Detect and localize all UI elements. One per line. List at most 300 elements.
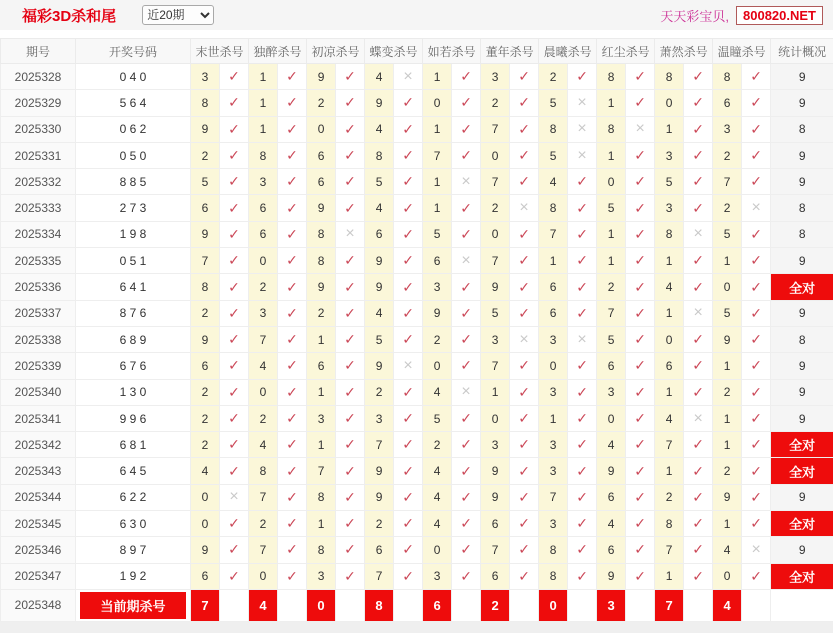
winning-numbers-cell: 1 3 0: [76, 379, 191, 405]
check-icon: ✓: [634, 331, 646, 347]
check-icon: ✓: [750, 357, 762, 373]
check-icon: ✓: [692, 147, 704, 163]
check-icon: ✓: [576, 384, 588, 400]
kill-number-cell: 8: [365, 142, 394, 168]
x-icon: ×: [577, 147, 586, 164]
check-icon: ✓: [576, 489, 588, 505]
kill-number-cell: 1: [713, 432, 742, 458]
check-icon: ✓: [518, 436, 530, 452]
kill-mark-cell: [278, 589, 307, 621]
check-icon: ✓: [228, 384, 240, 400]
kill-mark-cell: [510, 248, 539, 274]
winning-numbers-cell: 9 9 6: [76, 405, 191, 431]
kill-mark-cell: [220, 405, 249, 431]
check-icon: ✓: [286, 410, 298, 426]
check-icon: ✓: [692, 463, 704, 479]
kill-mark-cell: [220, 142, 249, 168]
check-icon: ✓: [286, 121, 298, 137]
kill-mark-cell: [510, 326, 539, 352]
site-domain-link[interactable]: 800820.NET: [736, 6, 823, 25]
kill-mark-cell: [742, 221, 771, 247]
kill-number-cell: 1: [655, 379, 684, 405]
check-icon: ✓: [286, 279, 298, 295]
stats-all-correct-badge: 全对: [771, 274, 833, 300]
kill-mark-cell: [568, 563, 597, 589]
kill-mark-cell: [452, 511, 481, 537]
col-header-stats: 统计概况: [771, 39, 833, 64]
kill-mark-cell: [452, 248, 481, 274]
col-header-numbers: 开奖号码: [76, 39, 191, 64]
kill-mark-cell: [742, 116, 771, 142]
kill-number-cell: 7: [481, 353, 510, 379]
check-icon: ✓: [576, 463, 588, 479]
kill-mark-cell: [568, 300, 597, 326]
x-icon: ×: [577, 120, 586, 137]
kill-mark-cell: [220, 64, 249, 90]
kill-mark-cell: [278, 169, 307, 195]
check-icon: ✓: [344, 541, 356, 557]
kill-number-cell: 1: [249, 90, 278, 116]
kill-number-cell: 3: [539, 511, 568, 537]
kill-mark-cell: [626, 589, 655, 621]
check-icon: ✓: [692, 94, 704, 110]
check-icon: ✓: [460, 568, 472, 584]
col-header-period: 期号: [1, 39, 76, 64]
check-icon: ✓: [634, 410, 646, 426]
kill-number-cell: 9: [481, 484, 510, 510]
kill-number-cell: 3: [713, 116, 742, 142]
check-icon: ✓: [286, 463, 298, 479]
kill-number-cell: 6: [249, 195, 278, 221]
kill-mark-cell: [336, 221, 365, 247]
check-icon: ✓: [634, 94, 646, 110]
check-icon: ✓: [692, 384, 704, 400]
spacer: [0, 30, 833, 38]
kill-number-cell: 9: [597, 563, 626, 589]
kill-number-cell: 4: [249, 432, 278, 458]
check-icon: ✓: [344, 436, 356, 452]
kill-mark-cell: [742, 379, 771, 405]
kill-number-cell: 4: [655, 405, 684, 431]
kill-mark-cell: [684, 353, 713, 379]
check-icon: ✓: [402, 541, 414, 557]
kill-number-cell: 3: [539, 432, 568, 458]
check-icon: ✓: [402, 279, 414, 295]
kill-mark-cell: [510, 484, 539, 510]
check-icon: ✓: [750, 226, 762, 242]
check-icon: ✓: [344, 384, 356, 400]
kill-number-cell: 7: [365, 432, 394, 458]
kill-mark-cell: [394, 64, 423, 90]
kill-mark-cell: [510, 379, 539, 405]
kill-mark-cell: [510, 300, 539, 326]
kill-number-cell: 3: [481, 432, 510, 458]
kill-mark-cell: [278, 221, 307, 247]
kill-mark-cell: [452, 142, 481, 168]
check-icon: ✓: [286, 357, 298, 373]
kill-number-cell: 3: [539, 379, 568, 405]
kill-number-cell: 9: [365, 353, 394, 379]
check-icon: ✓: [402, 515, 414, 531]
kill-number-cell: 1: [597, 221, 626, 247]
kill-mark-cell: [336, 432, 365, 458]
kill-number-cell: 6: [249, 221, 278, 247]
kill-number-cell: 6: [597, 353, 626, 379]
period-cell: 2025336: [1, 274, 76, 300]
kill-number-cell: 2: [713, 142, 742, 168]
current-kill-number-cell: 7: [191, 589, 220, 621]
check-icon: ✓: [576, 252, 588, 268]
kill-number-cell: 2: [365, 379, 394, 405]
check-icon: ✓: [692, 541, 704, 557]
kill-mark-cell: [336, 353, 365, 379]
table-body: [1, 64, 833, 622]
check-icon: ✓: [576, 173, 588, 189]
check-icon: ✓: [634, 226, 646, 242]
check-icon: ✓: [344, 305, 356, 321]
check-icon: ✓: [344, 252, 356, 268]
check-icon: ✓: [460, 331, 472, 347]
check-icon: ✓: [692, 515, 704, 531]
kill-mark-cell: [394, 353, 423, 379]
check-icon: ✓: [518, 410, 530, 426]
period-cell: 2025331: [1, 142, 76, 168]
check-icon: ✓: [460, 121, 472, 137]
kill-number-cell: 3: [423, 274, 452, 300]
kill-mark-cell: [336, 195, 365, 221]
kill-number-cell: 2: [191, 142, 220, 168]
check-icon: ✓: [286, 436, 298, 452]
kill-mark-cell: [220, 537, 249, 563]
check-icon: ✓: [402, 252, 414, 268]
check-icon: ✓: [692, 121, 704, 137]
table-row: [1, 458, 833, 484]
kill-number-cell: 2: [191, 405, 220, 431]
period-cell: 2025341: [1, 405, 76, 431]
kill-mark-cell: [626, 563, 655, 589]
kill-number-cell: 9: [423, 300, 452, 326]
kill-mark-cell: [452, 458, 481, 484]
kill-mark-cell: [336, 563, 365, 589]
check-icon: ✓: [402, 384, 414, 400]
check-icon: ✓: [460, 68, 472, 84]
col-header-expert-1: 独醉杀号: [249, 39, 307, 64]
kill-number-cell: 8: [597, 64, 626, 90]
kill-number-cell: 6: [365, 537, 394, 563]
kill-number-cell: 0: [423, 90, 452, 116]
check-icon: ✓: [750, 68, 762, 84]
kill-number-cell: 7: [249, 484, 278, 510]
current-label-cell: [76, 589, 191, 621]
check-icon: ✓: [692, 173, 704, 189]
winning-numbers-cell: 8 9 7: [76, 537, 191, 563]
check-icon: ✓: [518, 305, 530, 321]
kill-number-cell: 8: [655, 64, 684, 90]
kill-mark-cell: [452, 326, 481, 352]
kill-mark-cell: [220, 379, 249, 405]
check-icon: ✓: [286, 200, 298, 216]
kill-mark-cell: [626, 169, 655, 195]
period-cell: 2025344: [1, 484, 76, 510]
col-header-expert-6: 晨曦杀号: [539, 39, 597, 64]
check-icon: ✓: [634, 200, 646, 216]
check-icon: ✓: [692, 68, 704, 84]
kill-number-cell: 5: [423, 405, 452, 431]
kill-number-cell: 0: [249, 248, 278, 274]
stats-cell: 8: [771, 221, 833, 247]
check-icon: ✓: [228, 463, 240, 479]
kill-mark-cell: [278, 353, 307, 379]
kill-number-cell: 1: [713, 353, 742, 379]
kill-mark-cell: [278, 432, 307, 458]
check-icon: ✓: [286, 147, 298, 163]
kill-mark-cell: [452, 221, 481, 247]
kill-mark-cell: [220, 90, 249, 116]
kill-number-cell: 1: [481, 379, 510, 405]
kill-number-cell: 4: [249, 353, 278, 379]
kill-mark-cell: [394, 511, 423, 537]
check-icon: ✓: [518, 147, 530, 163]
check-icon: ✓: [402, 463, 414, 479]
check-icon: ✓: [228, 357, 240, 373]
kill-mark-cell: [278, 248, 307, 274]
kill-number-cell: 6: [191, 353, 220, 379]
check-icon: ✓: [460, 489, 472, 505]
kill-number-cell: 8: [597, 116, 626, 142]
x-icon: ×: [461, 383, 470, 400]
kill-number-cell: 8: [655, 511, 684, 537]
check-icon: ✓: [634, 357, 646, 373]
kill-number-cell: 3: [249, 300, 278, 326]
kill-number-cell: 4: [365, 116, 394, 142]
kill-mark-cell: [742, 274, 771, 300]
kill-number-cell: 4: [597, 511, 626, 537]
kill-number-cell: 1: [655, 458, 684, 484]
stats-cell: 9: [771, 405, 833, 431]
kill-mark-cell: [336, 169, 365, 195]
kill-number-cell: 6: [481, 511, 510, 537]
period-cell: 2025334: [1, 221, 76, 247]
kill-number-cell: 2: [249, 274, 278, 300]
kill-mark-cell: [510, 64, 539, 90]
kill-mark-cell: [452, 274, 481, 300]
kill-number-cell: 1: [249, 64, 278, 90]
kill-mark-cell: [510, 563, 539, 589]
kill-number-cell: 2: [307, 300, 336, 326]
kill-number-cell: 6: [655, 353, 684, 379]
check-icon: ✓: [402, 568, 414, 584]
kill-mark-cell: [394, 432, 423, 458]
kill-mark-cell: [452, 90, 481, 116]
check-icon: ✓: [344, 515, 356, 531]
check-icon: ✓: [402, 200, 414, 216]
check-icon: ✓: [402, 147, 414, 163]
kill-mark-cell: [742, 326, 771, 352]
check-icon: ✓: [286, 173, 298, 189]
kill-number-cell: 1: [713, 405, 742, 431]
check-icon: ✓: [518, 226, 530, 242]
check-icon: ✓: [518, 357, 530, 373]
kill-mark-cell: [336, 64, 365, 90]
current-kill-number-cell: 0: [307, 589, 336, 621]
kill-mark-cell: [278, 326, 307, 352]
check-icon: ✓: [576, 226, 588, 242]
kill-number-cell: 1: [597, 90, 626, 116]
kill-number-cell: 4: [655, 274, 684, 300]
kill-mark-cell: [742, 511, 771, 537]
current-kill-number-cell: 7: [655, 589, 684, 621]
check-icon: ✓: [634, 279, 646, 295]
check-icon: ✓: [402, 94, 414, 110]
stats-cell: 9: [771, 142, 833, 168]
kill-mark-cell: [278, 90, 307, 116]
kill-number-cell: 6: [539, 300, 568, 326]
kill-number-cell: 7: [539, 221, 568, 247]
x-icon: ×: [345, 225, 354, 242]
kill-mark-cell: [452, 563, 481, 589]
check-icon: ✓: [228, 200, 240, 216]
kill-mark-cell: [394, 589, 423, 621]
kill-mark-cell: [336, 116, 365, 142]
kill-number-cell: 5: [655, 169, 684, 195]
kill-number-cell: 0: [249, 379, 278, 405]
winning-numbers-cell: 6 4 1: [76, 274, 191, 300]
table-row: [1, 195, 833, 221]
kill-mark-cell: [394, 116, 423, 142]
check-icon: ✓: [228, 147, 240, 163]
kill-mark-cell: [336, 300, 365, 326]
kill-mark-cell: [394, 142, 423, 168]
kill-number-cell: 0: [713, 274, 742, 300]
kill-number-cell: 1: [655, 300, 684, 326]
winning-numbers-cell: 6 3 0: [76, 511, 191, 537]
kill-mark-cell: [626, 90, 655, 116]
kill-mark-cell: [626, 326, 655, 352]
kill-mark-cell: [394, 195, 423, 221]
kill-mark-cell: [684, 589, 713, 621]
check-icon: ✓: [286, 226, 298, 242]
kill-mark-cell: [568, 195, 597, 221]
kill-number-cell: 2: [539, 64, 568, 90]
kill-mark-cell: [684, 169, 713, 195]
kill-number-cell: 6: [423, 248, 452, 274]
check-icon: ✓: [750, 305, 762, 321]
kill-number-cell: 7: [539, 484, 568, 510]
site-name: 天天彩宝贝,: [660, 6, 729, 25]
kill-number-cell: 8: [307, 537, 336, 563]
x-icon: ×: [693, 225, 702, 242]
stats-cell: 9: [771, 379, 833, 405]
kill-mark-cell: [220, 511, 249, 537]
stats-cell: 9: [771, 169, 833, 195]
kill-number-cell: 9: [191, 326, 220, 352]
col-header-expert-2: 初凉杀号: [307, 39, 365, 64]
col-header-expert-7: 红尘杀号: [597, 39, 655, 64]
kill-number-cell: 2: [191, 432, 220, 458]
kill-number-cell: 1: [423, 64, 452, 90]
period-cell: 2025342: [1, 432, 76, 458]
kill-mark-cell: [684, 537, 713, 563]
stats-cell: 8: [771, 116, 833, 142]
check-icon: ✓: [460, 515, 472, 531]
kill-mark-cell: [394, 405, 423, 431]
kill-number-cell: 6: [307, 142, 336, 168]
kill-mark-cell: [568, 353, 597, 379]
kill-mark-cell: [684, 563, 713, 589]
kill-mark-cell: [220, 116, 249, 142]
kill-number-cell: 7: [307, 458, 336, 484]
kill-number-cell: 1: [539, 248, 568, 274]
kill-number-cell: 1: [713, 248, 742, 274]
kill-mark-cell: [510, 221, 539, 247]
x-icon: ×: [229, 488, 238, 505]
kill-number-cell: 2: [597, 274, 626, 300]
kill-number-cell: 3: [249, 169, 278, 195]
check-icon: ✓: [344, 410, 356, 426]
kill-number-cell: 4: [597, 432, 626, 458]
kill-mark-cell: [220, 169, 249, 195]
kill-number-cell: 1: [655, 116, 684, 142]
check-icon: ✓: [576, 541, 588, 557]
kill-mark-cell: [220, 221, 249, 247]
kill-mark-cell: [684, 432, 713, 458]
check-icon: ✓: [692, 252, 704, 268]
kill-mark-cell: [510, 511, 539, 537]
check-icon: ✓: [634, 436, 646, 452]
kill-number-cell: 1: [597, 142, 626, 168]
kill-mark-cell: [510, 142, 539, 168]
winning-numbers-cell: 6 7 6: [76, 353, 191, 379]
kill-mark-cell: [336, 142, 365, 168]
kill-number-cell: 4: [365, 300, 394, 326]
check-icon: ✓: [576, 68, 588, 84]
check-icon: ✓: [228, 279, 240, 295]
check-icon: ✓: [750, 147, 762, 163]
kill-mark-cell: [742, 589, 771, 621]
kill-mark-cell: [626, 274, 655, 300]
kill-number-cell: 7: [655, 537, 684, 563]
check-icon: ✓: [634, 305, 646, 321]
stats-cell: 9: [771, 537, 833, 563]
kill-mark-cell: [684, 326, 713, 352]
kill-number-cell: 0: [597, 405, 626, 431]
kill-mark-cell: [568, 116, 597, 142]
kill-number-cell: 9: [713, 484, 742, 510]
range-select[interactable]: [142, 5, 214, 25]
kill-mark-cell: [684, 195, 713, 221]
kill-mark-cell: [278, 484, 307, 510]
kill-number-cell: 7: [249, 537, 278, 563]
kill-number-cell: 2: [713, 458, 742, 484]
check-icon: ✓: [634, 568, 646, 584]
kill-mark-cell: [278, 405, 307, 431]
check-icon: ✓: [460, 226, 472, 242]
check-icon: ✓: [750, 436, 762, 452]
kill-number-cell: 9: [481, 274, 510, 300]
kill-mark-cell: [394, 90, 423, 116]
current-kill-number-cell: 6: [423, 589, 452, 621]
x-icon: ×: [461, 173, 470, 190]
kill-number-cell: 1: [539, 405, 568, 431]
table-row: [1, 405, 833, 431]
check-icon: ✓: [286, 68, 298, 84]
kill-mark-cell: [510, 274, 539, 300]
kill-number-cell: 0: [307, 116, 336, 142]
check-icon: ✓: [692, 357, 704, 373]
kill-number-cell: 3: [423, 563, 452, 589]
check-icon: ✓: [518, 463, 530, 479]
kill-number-cell: 5: [539, 90, 568, 116]
